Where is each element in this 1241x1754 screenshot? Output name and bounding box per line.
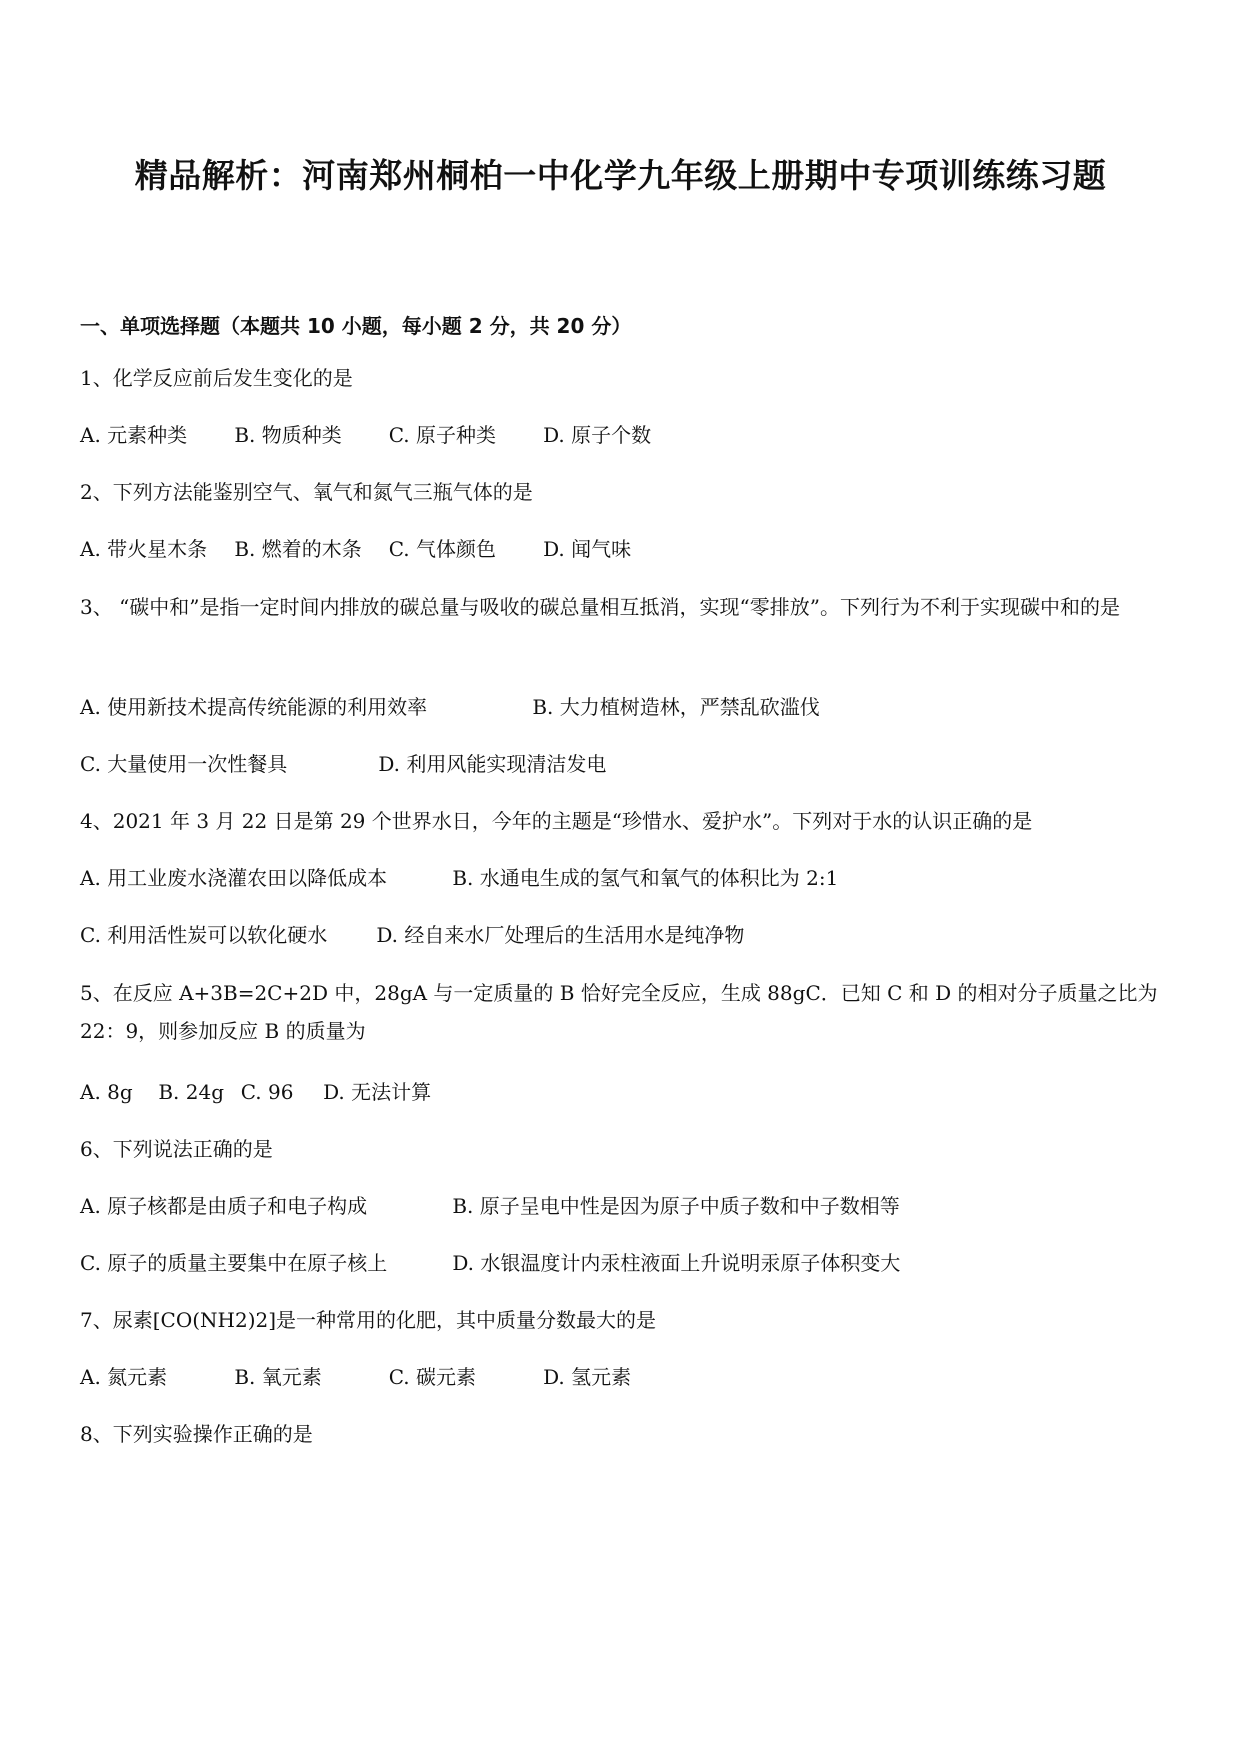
q3-option-c: C. 大量使用一次性餐具 — [80, 752, 288, 776]
q5-option-a: A. 8g — [80, 1080, 133, 1104]
q2-option-c: C. 气体颜色 — [388, 537, 497, 561]
q2-option-a: A. 带火星木条 — [80, 537, 208, 561]
q4-option-d: D. 经自来水厂处理后的生活用水是纯净物 — [376, 923, 745, 947]
question-3-options-row2 — [80, 750, 606, 778]
question-1-stem: 1、化学反应前后发生变化的是 — [80, 366, 353, 390]
q4-option-a: A. 用工业废水浇灌农田以降低成本 — [80, 866, 388, 890]
question-6-options-row2 — [80, 1249, 900, 1277]
question-7-options — [80, 1363, 631, 1391]
q1-option-c: C. 原子种类 — [388, 423, 497, 447]
q3-option-b: B. 大力植树造林，严禁乱砍滥伐 — [532, 695, 820, 719]
question-4-options-row1 — [80, 864, 838, 892]
q3-option-d: D. 利用风能实现清洁发电 — [378, 752, 607, 776]
q7-option-c: C. 碳元素 — [388, 1365, 477, 1389]
question-3-stem: 3、 “碳中和”是指一定时间内排放的碳总量与吸收的碳总量相互抵消，实现“零排放”。下列行为不利于实现碳中和的是 — [80, 595, 1120, 619]
question-7-stem: 7、尿素[CO(NH2)2]是一种常用的化肥，其中质量分数最大的是 — [80, 1308, 657, 1332]
q6-option-d: D. 水银温度计内汞柱液面上升说明汞原子体积变大 — [452, 1251, 901, 1275]
q7-option-b: B. 氧元素 — [234, 1365, 322, 1389]
question-1-options — [80, 421, 651, 449]
q7-option-a: A. 氮元素 — [80, 1365, 168, 1389]
q3-option-a: A. 使用新技术提高传统能源的利用效率 — [80, 695, 428, 719]
question-3-options-row1 — [80, 693, 820, 721]
q1-option-a: A. 元素种类 — [80, 423, 188, 447]
page-title: 精品解析：河南郑州桐柏一中化学九年级上册期中专项训练练习题 — [134, 156, 1107, 195]
q1-option-b: B. 物质种类 — [234, 423, 342, 447]
section-heading: 一、单项选择题（本题共 10 小题，每小题 2 分，共 20 分） — [80, 314, 632, 338]
question-4-stem: 4、2021 年 3 月 22 日是第 29 个世界水日，今年的主题是“珍惜水、爱护水”。下列对于水的认识正确的是 — [80, 809, 1033, 833]
q5-option-b: B. 24g — [158, 1080, 225, 1104]
q4-option-c: C. 利用活性炭可以软化硬水 — [80, 923, 328, 947]
question-5-options — [80, 1078, 431, 1106]
question-6-options-row1 — [80, 1192, 900, 1220]
question-6-stem: 6、下列说法正确的是 — [80, 1137, 273, 1161]
q1-option-d: D. 原子个数 — [543, 423, 652, 447]
question-2-options — [80, 535, 631, 563]
question-2-stem: 2、下列方法能鉴别空气、氧气和氮气三瓶气体的是 — [80, 480, 533, 504]
q7-option-d: D. 氢元素 — [543, 1365, 632, 1389]
question-5-stem: 5、在反应 A+3B=2C+2D 中，28gA 与一定质量的 B 恰好完全反应，生成 88gC．已知 C 和 D 的相对分子质量之比为 22：9，则参加反应 B 的质量为 — [80, 981, 1158, 1043]
question-8-stem: 8、下列实验操作正确的是 — [80, 1422, 313, 1446]
question-4-options-row2 — [80, 921, 744, 949]
q2-option-d: D. 闻气味 — [543, 537, 632, 561]
q6-option-c: C. 原子的质量主要集中在原子核上 — [80, 1251, 388, 1275]
q6-option-b: B. 原子呈电中性是因为原子中质子数和中子数相等 — [452, 1194, 900, 1218]
q5-option-c: C. 96 — [240, 1080, 294, 1104]
q2-option-b: B. 燃着的木条 — [234, 537, 362, 561]
q4-option-b: B. 水通电生成的氢气和氧气的体积比为 2:1 — [452, 866, 839, 890]
q5-option-d: D. 无法计算 — [323, 1080, 432, 1104]
q6-option-a: A. 原子核都是由质子和电子构成 — [80, 1194, 368, 1218]
